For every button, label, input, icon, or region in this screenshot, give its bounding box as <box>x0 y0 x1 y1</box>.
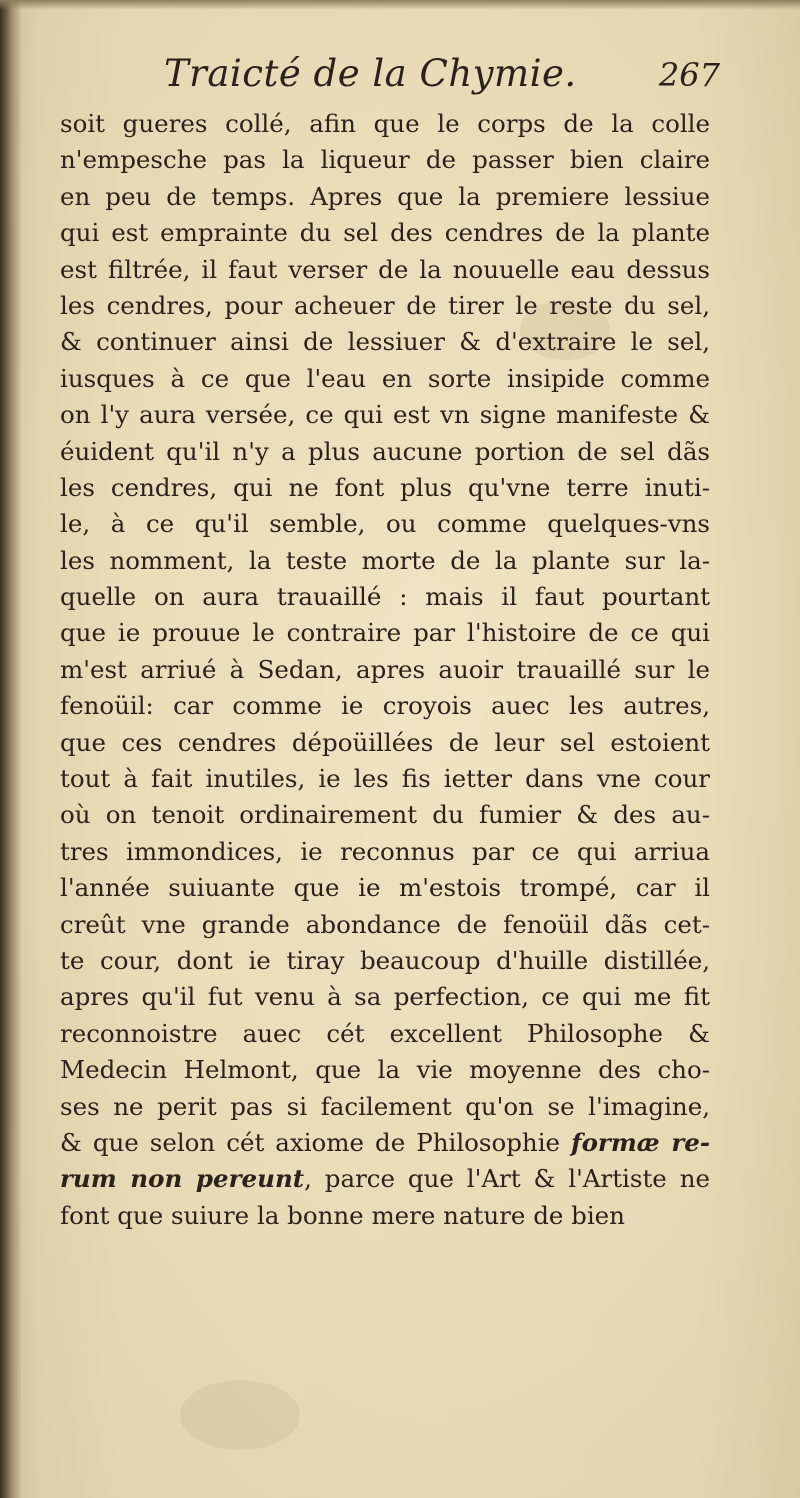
text-line <box>60 215 710 251</box>
text-line <box>60 1089 710 1125</box>
text-line <box>60 1161 710 1197</box>
text-line <box>60 615 710 651</box>
paper-stain <box>180 1380 300 1450</box>
text-line-main: & continuer ainsi de lessiuer & d'extraire le sel, <box>60 327 710 357</box>
text-line-main: en peu de temps. Apres que la premiere lessiue <box>60 181 710 211</box>
text-line-main: fenoüil: car comme ie croyois auec les autres, <box>60 691 710 721</box>
page-top-edge <box>0 0 800 10</box>
text-line <box>60 179 710 215</box>
text-line <box>60 361 710 397</box>
binding-edge <box>0 0 22 1498</box>
text-line <box>60 543 710 579</box>
text-line-main: les cendres, qui ne font plus qu'vne terre inuti- <box>60 472 710 502</box>
page-header <box>60 52 720 102</box>
running-title: Traicté de la Chymie. <box>164 52 577 95</box>
text-line <box>60 907 710 943</box>
text-line-main: te cour, dont ie tiray beaucoup d'huille distillée, <box>60 945 710 975</box>
text-line-main: tout à fait inutiles, ie les fis ietter dans vne cour <box>60 764 710 794</box>
text-line <box>60 142 710 178</box>
text-line <box>60 761 710 797</box>
text-line-main: qui est emprainte du sel des cendres de la plante <box>60 218 710 248</box>
italic-phrase: rum non pereunt <box>60 1164 305 1194</box>
text-line-main: iusques à ce que l'eau en sorte insipide comme <box>60 363 710 393</box>
text-line-main: & que selon cét axiome de Philosophie <box>60 1127 561 1157</box>
text-line-main: que ie prouue le contraire par l'histoire de ce qui <box>60 618 710 648</box>
text-line <box>60 324 710 360</box>
text-line-main: apres qu'il fut venu à sa perfection, ce qui me fit <box>60 982 710 1012</box>
text-line-main: que ces cendres dépoüillées de leur sel estoient <box>60 727 710 757</box>
text-line <box>60 725 710 761</box>
text-line <box>60 506 710 542</box>
text-line <box>60 434 710 470</box>
text-line-main: ses ne perit pas si facilement qu'on se l'imagine, <box>60 1091 710 1121</box>
text-line <box>60 1198 710 1234</box>
text-line-main: Medecin Helmont, que la vie moyenne des cho- <box>60 1055 710 1085</box>
italic-phrase: formæ re- <box>571 1127 710 1157</box>
text-line <box>60 579 710 615</box>
text-line <box>60 870 710 906</box>
text-line-main: l'année suiuante que ie m'estois trompé, car il <box>60 873 710 903</box>
text-line <box>60 834 710 870</box>
body-text <box>60 106 710 1234</box>
text-line <box>60 1016 710 1052</box>
text-line <box>60 797 710 833</box>
text-line-tail: , parce que l'Art & l'Artiste ne <box>304 1164 710 1194</box>
text-line-main: est filtrée, il faut verser de la nouuelle eau dessus <box>60 254 710 284</box>
text-line <box>60 1125 710 1161</box>
page-number: 267 <box>658 56 720 94</box>
text-line <box>60 979 710 1015</box>
text-line <box>60 943 710 979</box>
text-line-main: reconnoistre auec cét excellent Philosophe & <box>60 1018 710 1048</box>
text-line-main: le, à ce qu'il semble, ou comme quelques-vns <box>60 509 710 539</box>
text-line-main: quelle on aura trauaillé : mais il faut pourtant <box>60 582 710 612</box>
text-line-main: m'est arriué à Sedan, apres auoir trauaillé sur le <box>60 654 710 684</box>
text-line <box>60 252 710 288</box>
text-line-main: n'empesche pas la liqueur de passer bien claire <box>60 145 710 175</box>
text-line-main: creût vne grande abondance de fenoüil dãs cet- <box>60 909 710 939</box>
text-line <box>60 106 710 142</box>
text-line-main: où on tenoit ordinairement du fumier & des au- <box>60 800 710 830</box>
text-line <box>60 1052 710 1088</box>
text-line <box>60 470 710 506</box>
text-line-main: les nomment, la teste morte de la plante sur la- <box>60 545 710 575</box>
text-line <box>60 688 710 724</box>
text-line <box>60 652 710 688</box>
text-line-main: on l'y aura versée, ce qui est vn signe manifeste & <box>60 400 710 430</box>
text-line-main: soit gueres collé, afin que le corps de la colle <box>60 109 710 138</box>
text-line-main: tres immondices, ie reconnus par ce qui arriua <box>60 836 710 866</box>
text-line-main: éuident qu'il n'y a plus aucune portion de sel dãs <box>60 436 710 466</box>
text-line <box>60 397 710 433</box>
text-line-main: les cendres, pour acheuer de tirer le reste du sel, <box>60 290 710 320</box>
text-line-main: font que suiure la bonne mere nature de bien <box>60 1200 625 1230</box>
text-line <box>60 288 710 324</box>
